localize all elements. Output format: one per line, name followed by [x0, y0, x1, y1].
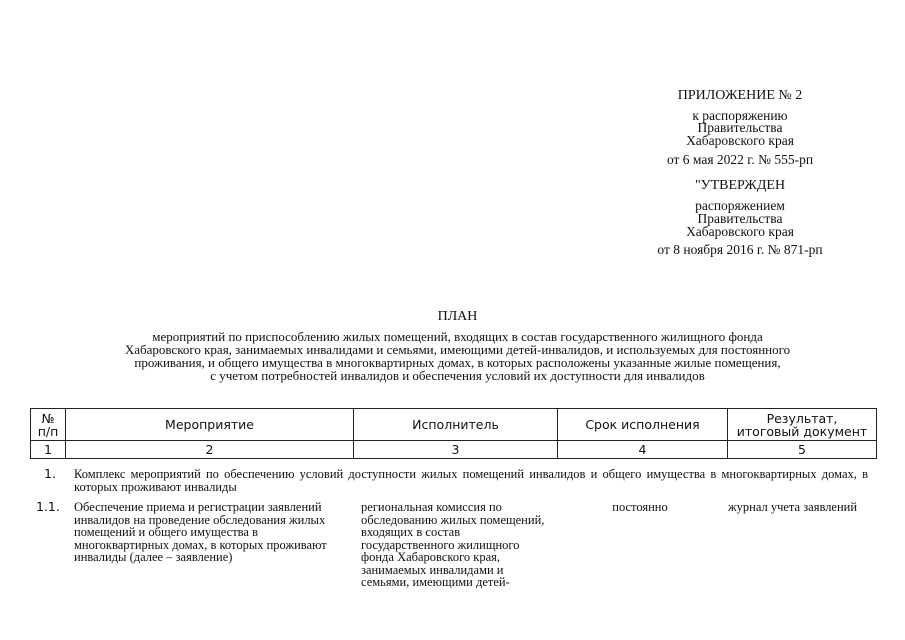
- header-activity: Мероприятие: [66, 409, 354, 441]
- row-1-1-activity: Обеспечение приема и регистрации заявлений инвалидов на проведение обследования жилых помещений и общего имущества в многоквартирных домах, в которых проживают инвалиды (далее – заявление): [74, 500, 327, 564]
- row-1-1-executor: региональная комиссия по обследованию жилых помещений, входящих в состав государственного жилищного фонда Хабаровского края, занимаемых инвалидами и семьями, имеющими детей-: [361, 500, 545, 589]
- plan-subtitle-line-4: с учетом потребностей инвалидов и обеспечения условий их доступности для инвалидов: [210, 368, 705, 383]
- plan-subtitle-line-2: Хабаровского края, занимаемых инвалидами и семьями, имеющими детей-инвалидов, и используемых для постоянного: [124, 342, 791, 357]
- row-1-1-deadline: постоянно: [612, 500, 668, 514]
- row-1-1-result: журнал учета заявлений: [728, 500, 858, 514]
- approved-by-order: распоряжением: [695, 198, 785, 213]
- header-deadline: Срок исполнения: [558, 409, 728, 441]
- header-result-line-1: Результат,: [766, 410, 838, 426]
- appendix-title: ПРИЛОЖЕНИЕ № 2: [677, 88, 803, 103]
- column-number-5: 5: [728, 441, 877, 459]
- plan-title: ПЛАН: [437, 309, 478, 324]
- column-number-2: 2: [66, 441, 354, 459]
- appendix-to-order: к распоряжению: [692, 108, 788, 123]
- row-1-number: 1.: [44, 466, 56, 481]
- column-number-4: 4: [558, 441, 728, 459]
- header-num-line-2: п/п: [37, 423, 59, 439]
- column-number-3: 3: [354, 441, 558, 459]
- approved-region: Хабаровского края: [686, 224, 794, 239]
- appendix-government: Правительства: [697, 120, 783, 135]
- row-1-1-number: 1.1.: [36, 499, 60, 514]
- plan-subtitle-line-3: проживания, и общего имущества в многоквартирных домах, в которых расположены указанные жилые помещения,: [134, 355, 781, 370]
- row-1-text: Комплекс мероприятий по обеспечению условий доступности жилых помещений инвалидов и общего имущества в многоквартирных домах, в которых проживают инвалиды: [74, 467, 868, 494]
- appendix-date: от 6 мая 2022 г. № 555-рп: [666, 152, 814, 167]
- appendix-region: Хабаровского края: [686, 133, 794, 148]
- header-result: [728, 409, 877, 441]
- plan-table-header: [30, 408, 877, 459]
- approved-government: Правительства: [697, 211, 783, 226]
- header-executor: Исполнитель: [354, 409, 558, 441]
- header-num-line-1: №: [41, 410, 55, 426]
- approved-title: "УТВЕРЖДЕН: [694, 178, 786, 193]
- approved-date: от 8 ноября 2016 г. № 871-рп: [657, 242, 823, 257]
- header-num: [31, 409, 66, 441]
- plan-subtitle-line-1: мероприятий по приспособлению жилых помещений, входящих в состав государственного жилищного фонда: [152, 329, 763, 344]
- column-number-1: 1: [31, 441, 66, 459]
- header-result-line-2: итоговый документ: [736, 423, 868, 439]
